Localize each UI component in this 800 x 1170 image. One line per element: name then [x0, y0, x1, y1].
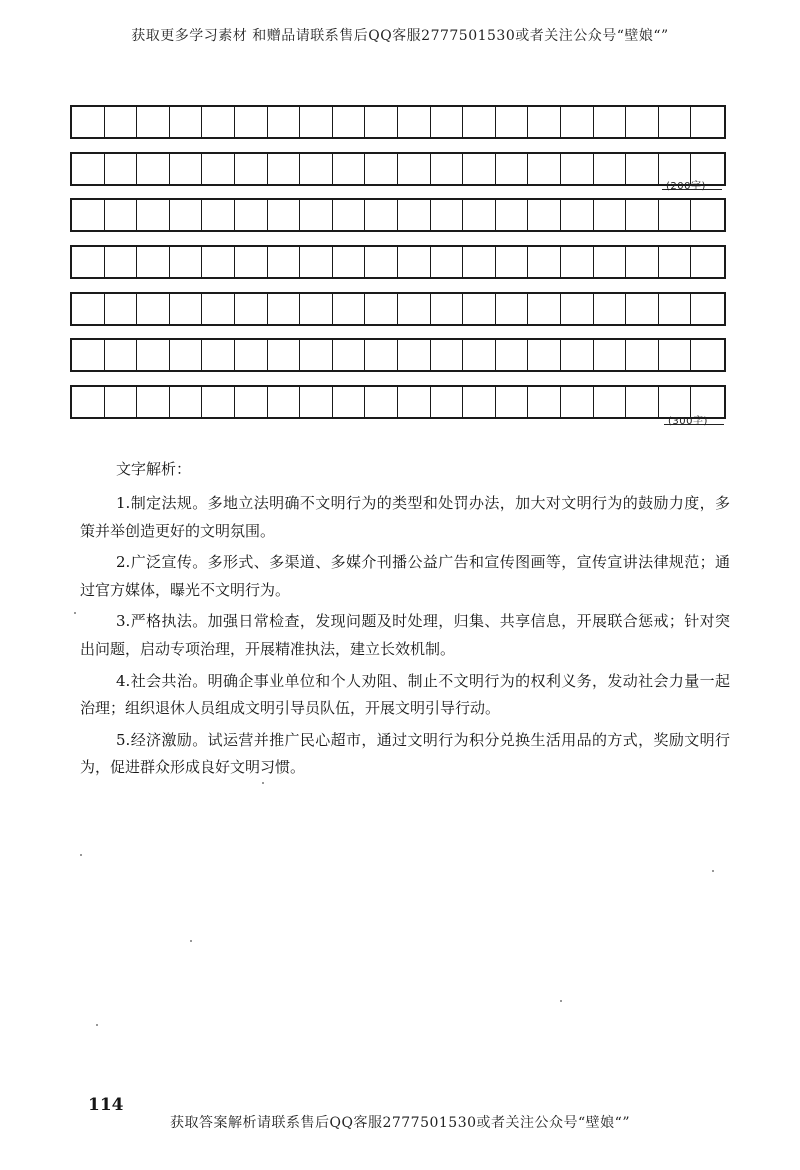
grid-cell — [235, 387, 268, 417]
count-mark-200: (200字) — [666, 181, 706, 192]
grid-cell — [105, 387, 138, 417]
grid-cell — [235, 107, 268, 137]
grid-cell — [235, 200, 268, 230]
grid-cell — [300, 107, 333, 137]
grid-cell — [333, 154, 366, 184]
scan-speck — [560, 1000, 562, 1002]
analysis-paragraph: 1.制定法规。多地立法明确不文明行为的类型和处罚办法，加大对文明行为的鼓励力度，多策并举创造更好的文明氛围。 — [80, 494, 730, 540]
analysis-title: 文字解析： — [116, 460, 192, 478]
grid-cell — [72, 107, 105, 137]
grid-cell — [72, 387, 105, 417]
grid-cell — [431, 294, 464, 324]
grid-cell — [72, 247, 105, 277]
grid-cell — [496, 387, 529, 417]
grid-cell — [365, 387, 398, 417]
analysis-paragraph: 4.社会共治。明确企事业单位和个人劝阻、制止不文明行为的权利义务，发动社会力量一起治理；组织退休人员组成文明引导员队伍，开展文明引导行动。 — [80, 671, 730, 718]
grid-cell — [300, 154, 333, 184]
page-number: 114 — [88, 1095, 124, 1115]
grid-cell — [496, 294, 529, 324]
grid-cell — [463, 387, 496, 417]
scan-speck — [262, 782, 264, 784]
grid-cell — [626, 387, 659, 417]
grid-cell — [268, 247, 301, 277]
grid-cell — [528, 387, 561, 417]
grid-row — [70, 292, 726, 326]
grid-cell — [496, 340, 529, 370]
grid-cell — [431, 340, 464, 370]
grid-cell — [105, 340, 138, 370]
grid-cell — [561, 340, 594, 370]
grid-cell — [463, 107, 496, 137]
grid-cell — [594, 200, 627, 230]
grid-cell — [659, 107, 692, 137]
grid-cell — [72, 294, 105, 324]
grid-cell — [626, 294, 659, 324]
grid-cell — [170, 154, 203, 184]
grid-cell — [268, 294, 301, 324]
grid-cell — [528, 247, 561, 277]
grid-cell — [72, 200, 105, 230]
grid-cell — [594, 247, 627, 277]
grid-cell — [496, 247, 529, 277]
grid-cell — [594, 154, 627, 184]
grid-cell — [333, 294, 366, 324]
grid-cell — [626, 154, 659, 184]
grid-cell — [235, 247, 268, 277]
scan-speck — [80, 854, 82, 856]
grid-cell — [333, 200, 366, 230]
grid-cell — [528, 200, 561, 230]
grid-cell — [137, 247, 170, 277]
grid-cell — [398, 107, 431, 137]
grid-cell — [202, 154, 235, 184]
grid-cell — [659, 247, 692, 277]
grid-cell — [463, 294, 496, 324]
page-header-promo: 获取更多学习素材 和赠品请联系售后QQ客服2777501530或者关注公众号“壁娘“” — [131, 28, 669, 44]
grid-cell — [202, 387, 235, 417]
grid-cell — [561, 294, 594, 324]
grid-row — [70, 152, 726, 186]
grid-cell — [463, 200, 496, 230]
grid-cell — [202, 294, 235, 324]
grid-cell — [398, 294, 431, 324]
grid-cell — [496, 154, 529, 184]
grid-cell — [659, 340, 692, 370]
grid-cell — [594, 107, 627, 137]
grid-cell — [72, 340, 105, 370]
count-mark-300: (300字) — [668, 416, 708, 427]
grid-cell — [594, 340, 627, 370]
grid-cell — [268, 387, 301, 417]
grid-cell — [300, 200, 333, 230]
grid-cell — [561, 247, 594, 277]
grid-cell — [170, 340, 203, 370]
grid-cell — [398, 247, 431, 277]
grid-cell — [496, 200, 529, 230]
grid-cell — [268, 107, 301, 137]
grid-cell — [659, 294, 692, 324]
grid-cell — [561, 387, 594, 417]
grid-cell — [105, 247, 138, 277]
grid-cell — [105, 200, 138, 230]
grid-cell — [365, 200, 398, 230]
grid-cell — [431, 107, 464, 137]
grid-cell — [137, 340, 170, 370]
grid-cell — [431, 387, 464, 417]
grid-cell — [333, 387, 366, 417]
grid-cell — [561, 154, 594, 184]
grid-cell — [626, 200, 659, 230]
grid-cell — [463, 247, 496, 277]
grid-cell — [398, 340, 431, 370]
grid-cell — [170, 387, 203, 417]
grid-cell — [528, 294, 561, 324]
grid-cell — [365, 340, 398, 370]
grid-cell — [398, 200, 431, 230]
grid-cell — [137, 294, 170, 324]
grid-cell — [528, 154, 561, 184]
grid-cell — [333, 247, 366, 277]
grid-cell — [300, 387, 333, 417]
grid-cell — [333, 340, 366, 370]
grid-cell — [365, 294, 398, 324]
grid-cell — [365, 154, 398, 184]
scan-speck — [96, 1024, 98, 1026]
grid-cell — [235, 154, 268, 184]
grid-cell — [398, 154, 431, 184]
analysis-paragraph: 5.经济激励。试运营并推广民心超市，通过文明行为积分兑换生活用品的方式，奖励文明行为，促进群众形成良好文明习惯。 — [80, 730, 730, 777]
grid-row — [70, 245, 726, 279]
grid-cell — [268, 340, 301, 370]
grid-cell — [431, 154, 464, 184]
grid-cell — [170, 107, 203, 137]
grid-cell — [365, 107, 398, 137]
page-footer-promo: 获取答案解析请联系售后QQ客服2777501530或者关注公众号“壁娘“” — [170, 1115, 630, 1131]
grid-cell — [496, 107, 529, 137]
grid-cell — [300, 247, 333, 277]
grid-row — [70, 338, 726, 372]
grid-cell — [268, 154, 301, 184]
grid-cell — [137, 387, 170, 417]
grid-cell — [105, 294, 138, 324]
scan-speck — [190, 940, 192, 942]
grid-cell — [561, 107, 594, 137]
grid-row — [70, 385, 726, 419]
grid-cell — [202, 340, 235, 370]
grid-cell — [594, 387, 627, 417]
grid-cell — [594, 294, 627, 324]
grid-cell — [137, 107, 170, 137]
grid-cell — [431, 200, 464, 230]
grid-cell — [431, 247, 464, 277]
grid-cell — [300, 340, 333, 370]
grid-cell — [528, 107, 561, 137]
grid-cell — [333, 107, 366, 137]
grid-cell — [626, 340, 659, 370]
grid-cell — [202, 247, 235, 277]
grid-cell — [235, 294, 268, 324]
grid-cell — [170, 247, 203, 277]
grid-cell — [398, 387, 431, 417]
analysis-paragraph: 2.广泛宣传。多形式、多渠道、多媒介刊播公益广告和宣传图画等，宣传宣讲法律规范；通过官方媒体，曝光不文明行为。 — [80, 553, 730, 599]
grid-cell — [202, 200, 235, 230]
grid-row — [70, 198, 726, 232]
grid-cell — [235, 340, 268, 370]
grid-cell — [105, 154, 138, 184]
grid-cell — [365, 247, 398, 277]
grid-cell — [626, 247, 659, 277]
grid-cell — [300, 294, 333, 324]
grid-cell — [268, 200, 301, 230]
grid-row — [70, 105, 726, 139]
grid-cell — [170, 294, 203, 324]
grid-cell — [463, 340, 496, 370]
grid-cell — [561, 200, 594, 230]
grid-cell — [105, 107, 138, 137]
grid-cell — [659, 200, 692, 230]
scan-speck — [74, 612, 76, 614]
grid-cell — [626, 107, 659, 137]
grid-cell — [170, 200, 203, 230]
grid-cell — [137, 154, 170, 184]
analysis-section — [80, 458, 730, 786]
grid-cell — [202, 107, 235, 137]
analysis-paragraph: 3.严格执法。加强日常检查，发现问题及时处理，归集、共享信息，开展联合惩戒；针对突出问题，启动专项治理，开展精准执法，建立长效机制。 — [80, 612, 730, 658]
scan-speck — [712, 870, 714, 872]
grid-cell — [463, 154, 496, 184]
grid-cell — [528, 340, 561, 370]
grid-cell — [72, 154, 105, 184]
grid-cell — [137, 200, 170, 230]
